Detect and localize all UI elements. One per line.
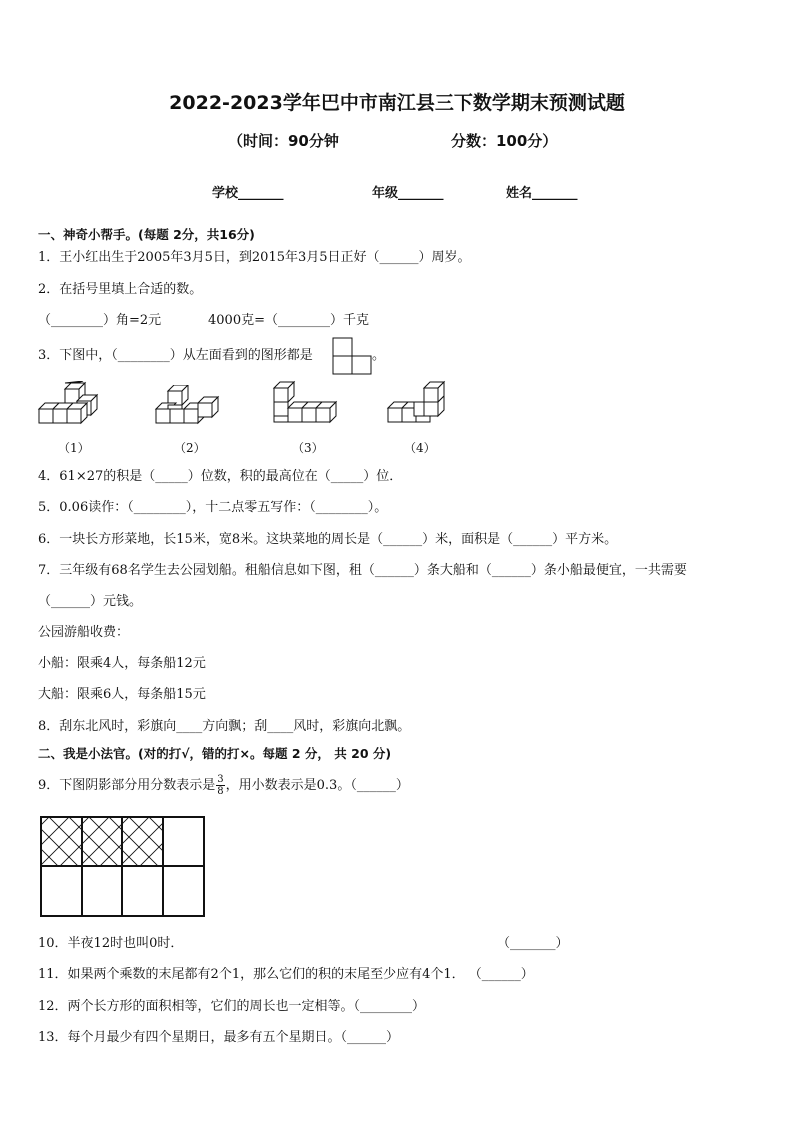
section-2-heading: 二、我是小法官。(对的打√，错的打×。每题 2 分， 共 20 分) xyxy=(38,746,392,761)
cube-figure-3 xyxy=(272,380,344,432)
fraction-denominator: 8 xyxy=(217,786,224,797)
question-3-end: 。 xyxy=(372,348,386,363)
exam-score: 分数：100分） xyxy=(451,132,558,150)
question-10: 10．半夜12时也叫0时． xyxy=(38,936,184,951)
question-7: 7．三年级有68名学生去公园划船。租船信息如下图，租（______）条大船和（______）条小船最便宜，一共需要 xyxy=(38,563,687,578)
question-1: 1．王小红出生于2005年3月5日，到2015年3月5日正好（______）周岁。 xyxy=(38,250,471,265)
exam-time: （时间：90分钟 xyxy=(228,132,339,150)
question-2b: 4000克=（________）千克 xyxy=(208,313,369,328)
small-boat-info: 小船：限乘4人，每条船12元 xyxy=(38,656,206,671)
question-4: 4．61×27的积是（_____）位数，积的最高位在（_____）位． xyxy=(38,469,403,484)
section-1-heading: 一、神奇小帮手。(每题 2分，共16分) xyxy=(38,227,255,242)
question-10-blank: （_______） xyxy=(497,936,569,951)
question-2: 2．在括号里填上合适的数。 xyxy=(38,282,203,297)
question-8: 8．刮东北风时，彩旗向____方向飘；刮____风时，彩旗向北飘。 xyxy=(38,719,411,734)
question-9-text: 9．下图阴影部分用分数表示是 xyxy=(38,778,216,793)
question-5: 5．0.06读作：（________），十二点零五写作：（________）。 xyxy=(38,500,388,515)
left-view-shape xyxy=(332,337,372,375)
question-3: 3．下图中，（________）从左面看到的图形都是 xyxy=(38,348,313,363)
question-2a: （________）角=2元 xyxy=(38,313,162,328)
question-6: 6．一块长方形菜地，长15米，宽8米。这块菜地的周长是（______）米，面积是（______）平方米。 xyxy=(38,532,618,547)
grade-field: 年级_______ xyxy=(372,186,444,201)
cube-figure-4 xyxy=(386,380,458,432)
figure-4-label: （4） xyxy=(404,441,436,455)
question-9-text-end: ，用小数表示是0.3。（______） xyxy=(225,778,409,793)
question-7-cont: （______）元钱。 xyxy=(38,594,143,609)
figure-1-label: （1） xyxy=(58,441,90,455)
cube-figure-2 xyxy=(154,385,224,431)
question-9 xyxy=(38,774,409,797)
boat-price-title: 公园游船收费： xyxy=(38,625,130,640)
fraction-numerator: 3 xyxy=(217,774,224,785)
fraction-grid xyxy=(39,815,206,918)
school-field: 学校_______ xyxy=(212,186,284,201)
question-11: 11．如果两个乘数的末尾都有2个1，那么它们的积的末尾至少应有4个1． （______） xyxy=(38,967,534,982)
fraction xyxy=(216,774,224,797)
cube-figure-1 xyxy=(37,381,107,431)
figure-2-label: （2） xyxy=(174,441,206,455)
name-field: 姓名_______ xyxy=(506,186,578,201)
big-boat-info: 大船：限乘6人，每条船15元 xyxy=(38,687,206,702)
question-12: 12．两个长方形的面积相等，它们的周长也一定相等。（________） xyxy=(38,999,426,1014)
question-13: 13．每个月最少有四个星期日，最多有五个星期日。（______） xyxy=(38,1030,400,1045)
figure-3-label: （3） xyxy=(292,441,324,455)
page-title: 2022-2023学年巴中市南江县三下数学期末预测试题 xyxy=(169,92,625,114)
